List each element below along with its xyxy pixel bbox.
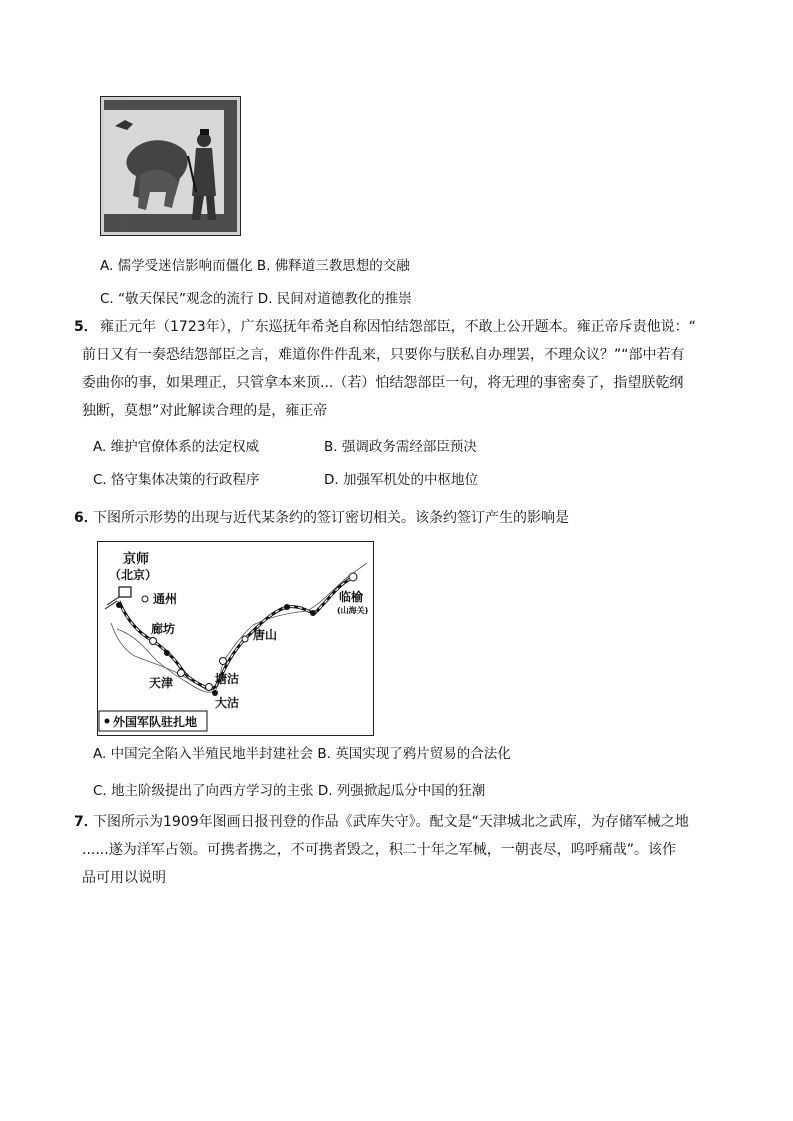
label-shanhaiguan: (山海关) — [337, 606, 369, 615]
q4-option-row-2 — [100, 289, 412, 309]
label-beijing: （北京） — [109, 568, 158, 582]
q5-stem-line-1: 雍正元年（1723年），广东巡抚年希尧自称因怕结怨部臣，不敢上公开题本。雍正帝斥责他说：“ — [100, 319, 696, 335]
q5-option-a[interactable]: A. 维护官僚体系的法定权威 — [93, 439, 260, 455]
q4-option-row-1 — [100, 256, 410, 276]
label-tongzhou: 通州 — [153, 592, 178, 606]
label-tianjin: 天津 — [149, 676, 174, 690]
q6-option-row-2 — [93, 781, 485, 801]
q7-stem-line-2: ......遂为洋军占领。可携者携之，不可携者毁之，积二十年之军械，一朝丧尽，呜呼痛哉”。该作 — [82, 842, 676, 858]
q4-option-b[interactable]: B. 佛释道三教思想的交融 — [256, 258, 410, 274]
q5-stem-line-3: 委曲你的事，如果理正，只管拿本来顶...（若）怕结怨部臣一句，将无理的事密奏了，指望朕乾纲 — [82, 375, 684, 391]
q4-option-a[interactable]: A. 儒学受迷信影响而僵化 — [100, 258, 253, 274]
q6-option-row-1 — [93, 744, 511, 764]
q5-number: 5． — [74, 319, 98, 335]
q7-stem-line-3: 品可用以说明 — [82, 870, 166, 886]
label-tangshan: 唐山 — [253, 628, 278, 642]
q7-stem-line-1: 下图所示为1909年图画日报刊登的作品《武库失守》。配文是“天津城北之武库，为存储军械之地 — [93, 814, 689, 830]
q4-option-d[interactable]: D. 民间对道德教化的推崇 — [257, 291, 412, 307]
label-dagu: 大沽 — [215, 696, 240, 710]
q6-option-c[interactable]: C. 地主阶级提出了向西方学习的主张 — [93, 783, 314, 799]
q6-option-b[interactable]: B. 英国实现了鸦片贸易的合法化 — [317, 746, 511, 762]
q4-option-c[interactable]: C. “敬天保民”观念的流行 — [100, 291, 254, 307]
label-langfang: 廊坊 — [151, 622, 176, 636]
q5-option-c[interactable]: C. 恪守集体决策的行政程序 — [93, 472, 260, 488]
label-jingshi: 京师 — [123, 552, 150, 567]
q7-number: 7． — [74, 814, 98, 830]
q6-stem: 下图所示形势的出现与近代某条约的签订密切相关。该条约签订产生的影响是 — [93, 510, 569, 526]
q6-option-d[interactable]: D. 列强掀起瓜分中国的狂潮 — [317, 783, 486, 799]
q5-stem-line-2: 前日又有一奏恐结怨部臣之言，难道你件件乱来，只要你与朕私自办理罢，不理众议？”“部中若有 — [82, 347, 685, 363]
q5-option-d[interactable]: D. 加强军机处的中枢地位 — [324, 472, 478, 488]
railway-map — [97, 541, 374, 736]
legend-dot-icon — [105, 719, 110, 724]
label-tanggu: 塘沽 — [215, 672, 240, 686]
q6-number: 6． — [74, 510, 98, 526]
q6-option-a[interactable]: A. 中国完全陷入半殖民地半封建社会 — [93, 746, 314, 762]
label-linyu: 临榆 — [339, 590, 364, 604]
q5-stem-line-4: 独断，莫想”对此解读合理的是，雍正帝 — [82, 403, 328, 419]
legend-label: 外国军队驻扎地 — [113, 715, 198, 729]
woodcut-illustration — [100, 96, 241, 236]
q5-option-b[interactable]: B. 强调政务需经部臣预决 — [324, 439, 477, 455]
